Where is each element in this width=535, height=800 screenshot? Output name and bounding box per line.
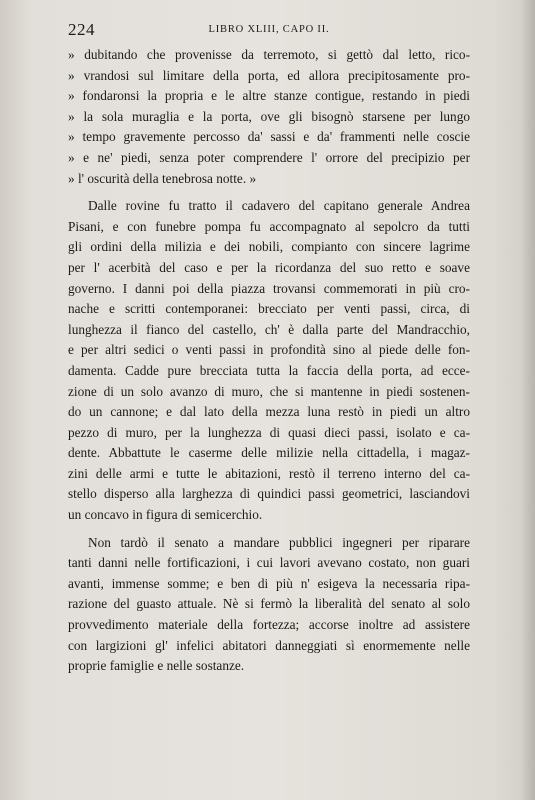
page-number: 224 xyxy=(68,20,95,39)
text-line: » fondaronsi la propria e le altre stanze contigue, restando in piedi xyxy=(68,88,470,104)
text-line: e per altri sedici o venti passi in profondità sino al piede delle fon- xyxy=(68,342,470,358)
text-line: con largizioni gl' infelici abitatori danneggiati sì enormemente nelle xyxy=(68,637,470,653)
text-line: avanti, immense somme; e ben di più n' esigeva la necessaria ripa- xyxy=(68,575,470,591)
text-line: pezzo di muro, per la lunghezza di quasi dieci passi, isolato e ca- xyxy=(68,424,470,440)
paragraph-2 xyxy=(68,533,470,677)
text-line: per l' acerbità del caso e per la ricordanza del suo retto e soave xyxy=(68,259,470,275)
text-line: » dubitando che provenisse da terremoto, si gettò dal letto, rico- xyxy=(68,47,470,62)
paragraph-1 xyxy=(68,196,470,526)
text-line: » tempo gravemente percosso da' sassi e da' frammenti nelle coscie xyxy=(68,129,470,145)
text-line: dente. Abbattute le caserme delle milizie nella cittadella, i magaz- xyxy=(68,445,470,461)
page-edge-shadow xyxy=(521,0,535,800)
text-line: lunghezza il fianco del castello, ch' è dalla parte del Mandracchio, xyxy=(68,321,470,337)
page-header xyxy=(68,20,470,42)
text-line: damenta. Cadde pure brecciata tutta la faccia della porta, ad ecce- xyxy=(68,362,470,378)
text-line: gli ordini della milizia e dei nobili, compianto con sincere lagrime xyxy=(68,239,470,255)
text-line: razione del guasto attuale. Nè si fermò la liberalità del senato al solo xyxy=(68,596,470,612)
text-line: stello disperso alla larghezza di quindici passi geometrici, lasciandovi xyxy=(68,486,470,502)
text-line: Non tardò il senato a mandare pubblici ingegneri per riparare xyxy=(88,534,470,550)
text-line: » e ne' piedi, senza poter comprendere l' orrore del precipizio per xyxy=(68,149,470,165)
text-line: Pisani, e con funebre pompa fu accompagnato al sepolcro da tutti xyxy=(68,218,470,234)
text-line: tanti danni nelle fortificazioni, i cui lavori avevano costato, non guari xyxy=(68,555,470,571)
text-line: » l' oscurità della tenebrosa notte. » xyxy=(68,170,257,186)
paragraph-gap xyxy=(68,526,470,533)
text-line: » la sola muraglia e la porta, ove gli bisognò starsene per lungo xyxy=(68,108,470,124)
text-line: do un cannone; e dal lato della mezza luna restò in piedi un altro xyxy=(68,404,470,420)
text-line: nache e scritti contemporanei: brecciato per venti passi, circa, di xyxy=(68,301,470,317)
text-line: provvedimento materiale della fortezza; accorse inoltre ad assistere xyxy=(68,617,470,633)
text-line: un concavo in figura di semicerchio. xyxy=(68,507,263,523)
running-head: LIBRO XLIII, CAPO II. xyxy=(208,24,330,35)
text-line: Dalle rovine fu tratto il cadavero del capitano generale Andrea xyxy=(88,198,470,214)
body-text xyxy=(68,45,470,677)
text-line: zini delle armi e tutte le abitazioni, restò il terreno interno del ca- xyxy=(68,465,470,481)
text-line: governo. I danni poi della piazza trovansi commemorati in più cro- xyxy=(68,280,470,296)
paragraph-quote xyxy=(68,45,470,189)
text-line: zione di un solo avanzo di muro, che si mantenne in piedi sostenen- xyxy=(68,383,470,399)
text-line: » vrandosi sul limitare della porta, ed allora precipitosamente pro- xyxy=(68,67,470,83)
text-line: proprie famiglie e nelle sostanze. xyxy=(68,658,245,674)
paragraph-gap xyxy=(68,189,470,196)
